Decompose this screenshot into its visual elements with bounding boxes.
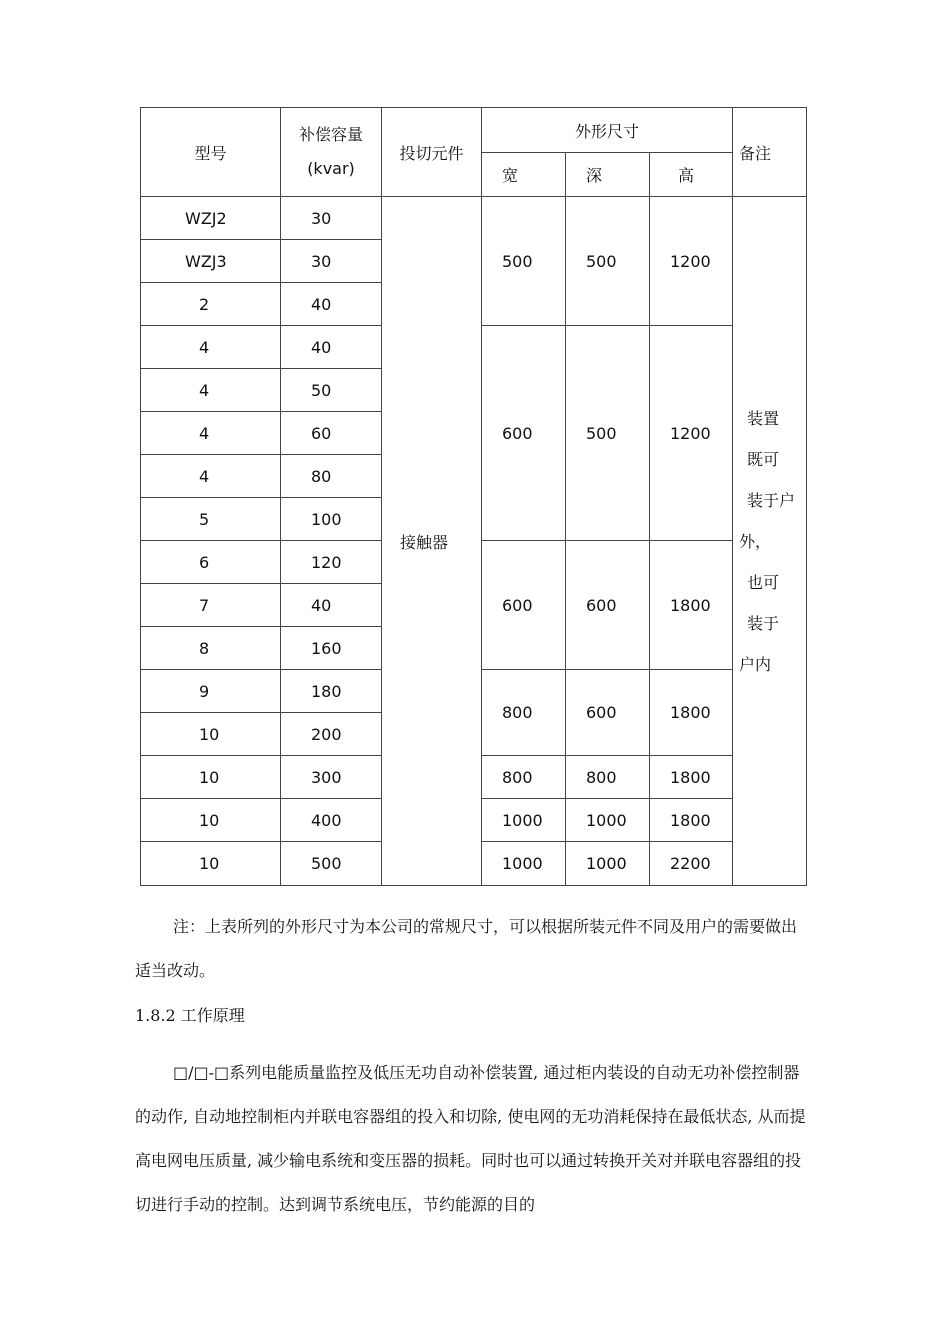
- width-cell: 800: [482, 756, 566, 799]
- table-note: 注：上表所列的外形尺寸为本公司的常规尺寸，可以根据所装元件不同及用户的需要做出适当改动。: [135, 917, 798, 980]
- remarks-line: 装于户: [747, 490, 796, 510]
- depth-cell: 1000: [566, 842, 650, 886]
- capacity-cell: 160: [281, 627, 382, 670]
- depth-cell: 1000: [566, 799, 650, 842]
- model-cell: 10: [141, 756, 281, 799]
- remarks-line: 装于: [747, 613, 780, 633]
- model-cell: WZJ2: [141, 197, 281, 240]
- header-model: 型号: [141, 108, 281, 197]
- capacity-cell: 80: [281, 455, 382, 498]
- remarks-line: 装置: [747, 408, 780, 428]
- model-cell: 6: [141, 541, 281, 584]
- capacity-cell: 300: [281, 756, 382, 799]
- model-cell: 8: [141, 627, 281, 670]
- model-cell: 7: [141, 584, 281, 627]
- switch-cell: 接触器: [382, 197, 482, 886]
- remarks-line: 户内: [739, 654, 772, 674]
- header-width: 宽: [482, 153, 566, 197]
- header-depth: 深: [566, 153, 650, 197]
- capacity-cell: 40: [281, 283, 382, 326]
- model-cell: 4: [141, 412, 281, 455]
- capacity-cell: 60: [281, 412, 382, 455]
- width-cell: 500: [482, 197, 566, 326]
- model-cell: 4: [141, 326, 281, 369]
- model-cell: 2: [141, 283, 281, 326]
- remarks-line: 外，: [739, 531, 772, 551]
- model-cell: 10: [141, 799, 281, 842]
- height-cell: 1800: [650, 799, 733, 842]
- capacity-cell: 500: [281, 842, 382, 886]
- height-cell: 2200: [650, 842, 733, 886]
- depth-cell: 800: [566, 756, 650, 799]
- remarks-line: 既可: [747, 449, 780, 469]
- remarks-line: 也可: [747, 572, 780, 592]
- body-paragraph: □/□-□系列电能质量监控及低压无功自动补偿装置, 通过柜内装设的自动无功补偿控制器的动作, 自动地控制柜内并联电容器组的投入和切除, 使电网的无功消耗保持在最低状态, 从而提高电网电压质量, 减少输电系统和变压器的损耗。同时也可以通过转换开关对并联电容器组的投切进行手动的控制。达到调节系统电压，节约能源的目的: [135, 1063, 806, 1214]
- height-cell: 1800: [650, 670, 733, 756]
- depth-cell: 500: [566, 326, 650, 541]
- model-cell: 5: [141, 498, 281, 541]
- spec-table: [140, 107, 807, 886]
- height-cell: 1800: [650, 756, 733, 799]
- remarks-cell: [733, 197, 807, 886]
- capacity-cell: 40: [281, 326, 382, 369]
- capacity-cell: 40: [281, 584, 382, 627]
- header-dimensions: 外形尺寸: [482, 108, 733, 153]
- depth-cell: 600: [566, 670, 650, 756]
- section-heading: 1.8.2 工作原理: [135, 1006, 245, 1025]
- model-cell: 10: [141, 842, 281, 886]
- header-capacity-line2: (kvar): [307, 159, 355, 178]
- width-cell: 600: [482, 326, 566, 541]
- header-switch: 投切元件: [382, 108, 482, 197]
- capacity-cell: 200: [281, 713, 382, 756]
- depth-cell: 500: [566, 197, 650, 326]
- capacity-cell: 400: [281, 799, 382, 842]
- height-cell: 1200: [650, 197, 733, 326]
- width-cell: 800: [482, 670, 566, 756]
- capacity-cell: 30: [281, 197, 382, 240]
- width-cell: 1000: [482, 799, 566, 842]
- height-cell: 1800: [650, 541, 733, 670]
- model-cell: 9: [141, 670, 281, 713]
- capacity-cell: 120: [281, 541, 382, 584]
- table-row: [141, 197, 807, 240]
- header-capacity: [281, 108, 382, 197]
- width-cell: 1000: [482, 842, 566, 886]
- capacity-cell: 100: [281, 498, 382, 541]
- capacity-cell: 30: [281, 240, 382, 283]
- header-height: 高: [650, 153, 733, 197]
- capacity-cell: 50: [281, 369, 382, 412]
- header-row: [141, 108, 807, 153]
- model-cell: 4: [141, 455, 281, 498]
- capacity-cell: 180: [281, 670, 382, 713]
- depth-cell: 600: [566, 541, 650, 670]
- model-cell: 4: [141, 369, 281, 412]
- model-cell: 10: [141, 713, 281, 756]
- width-cell: 600: [482, 541, 566, 670]
- model-cell: WZJ3: [141, 240, 281, 283]
- header-remarks: 备注: [733, 108, 807, 197]
- height-cell: 1200: [650, 326, 733, 541]
- header-capacity-line1: 补偿容量: [298, 125, 363, 144]
